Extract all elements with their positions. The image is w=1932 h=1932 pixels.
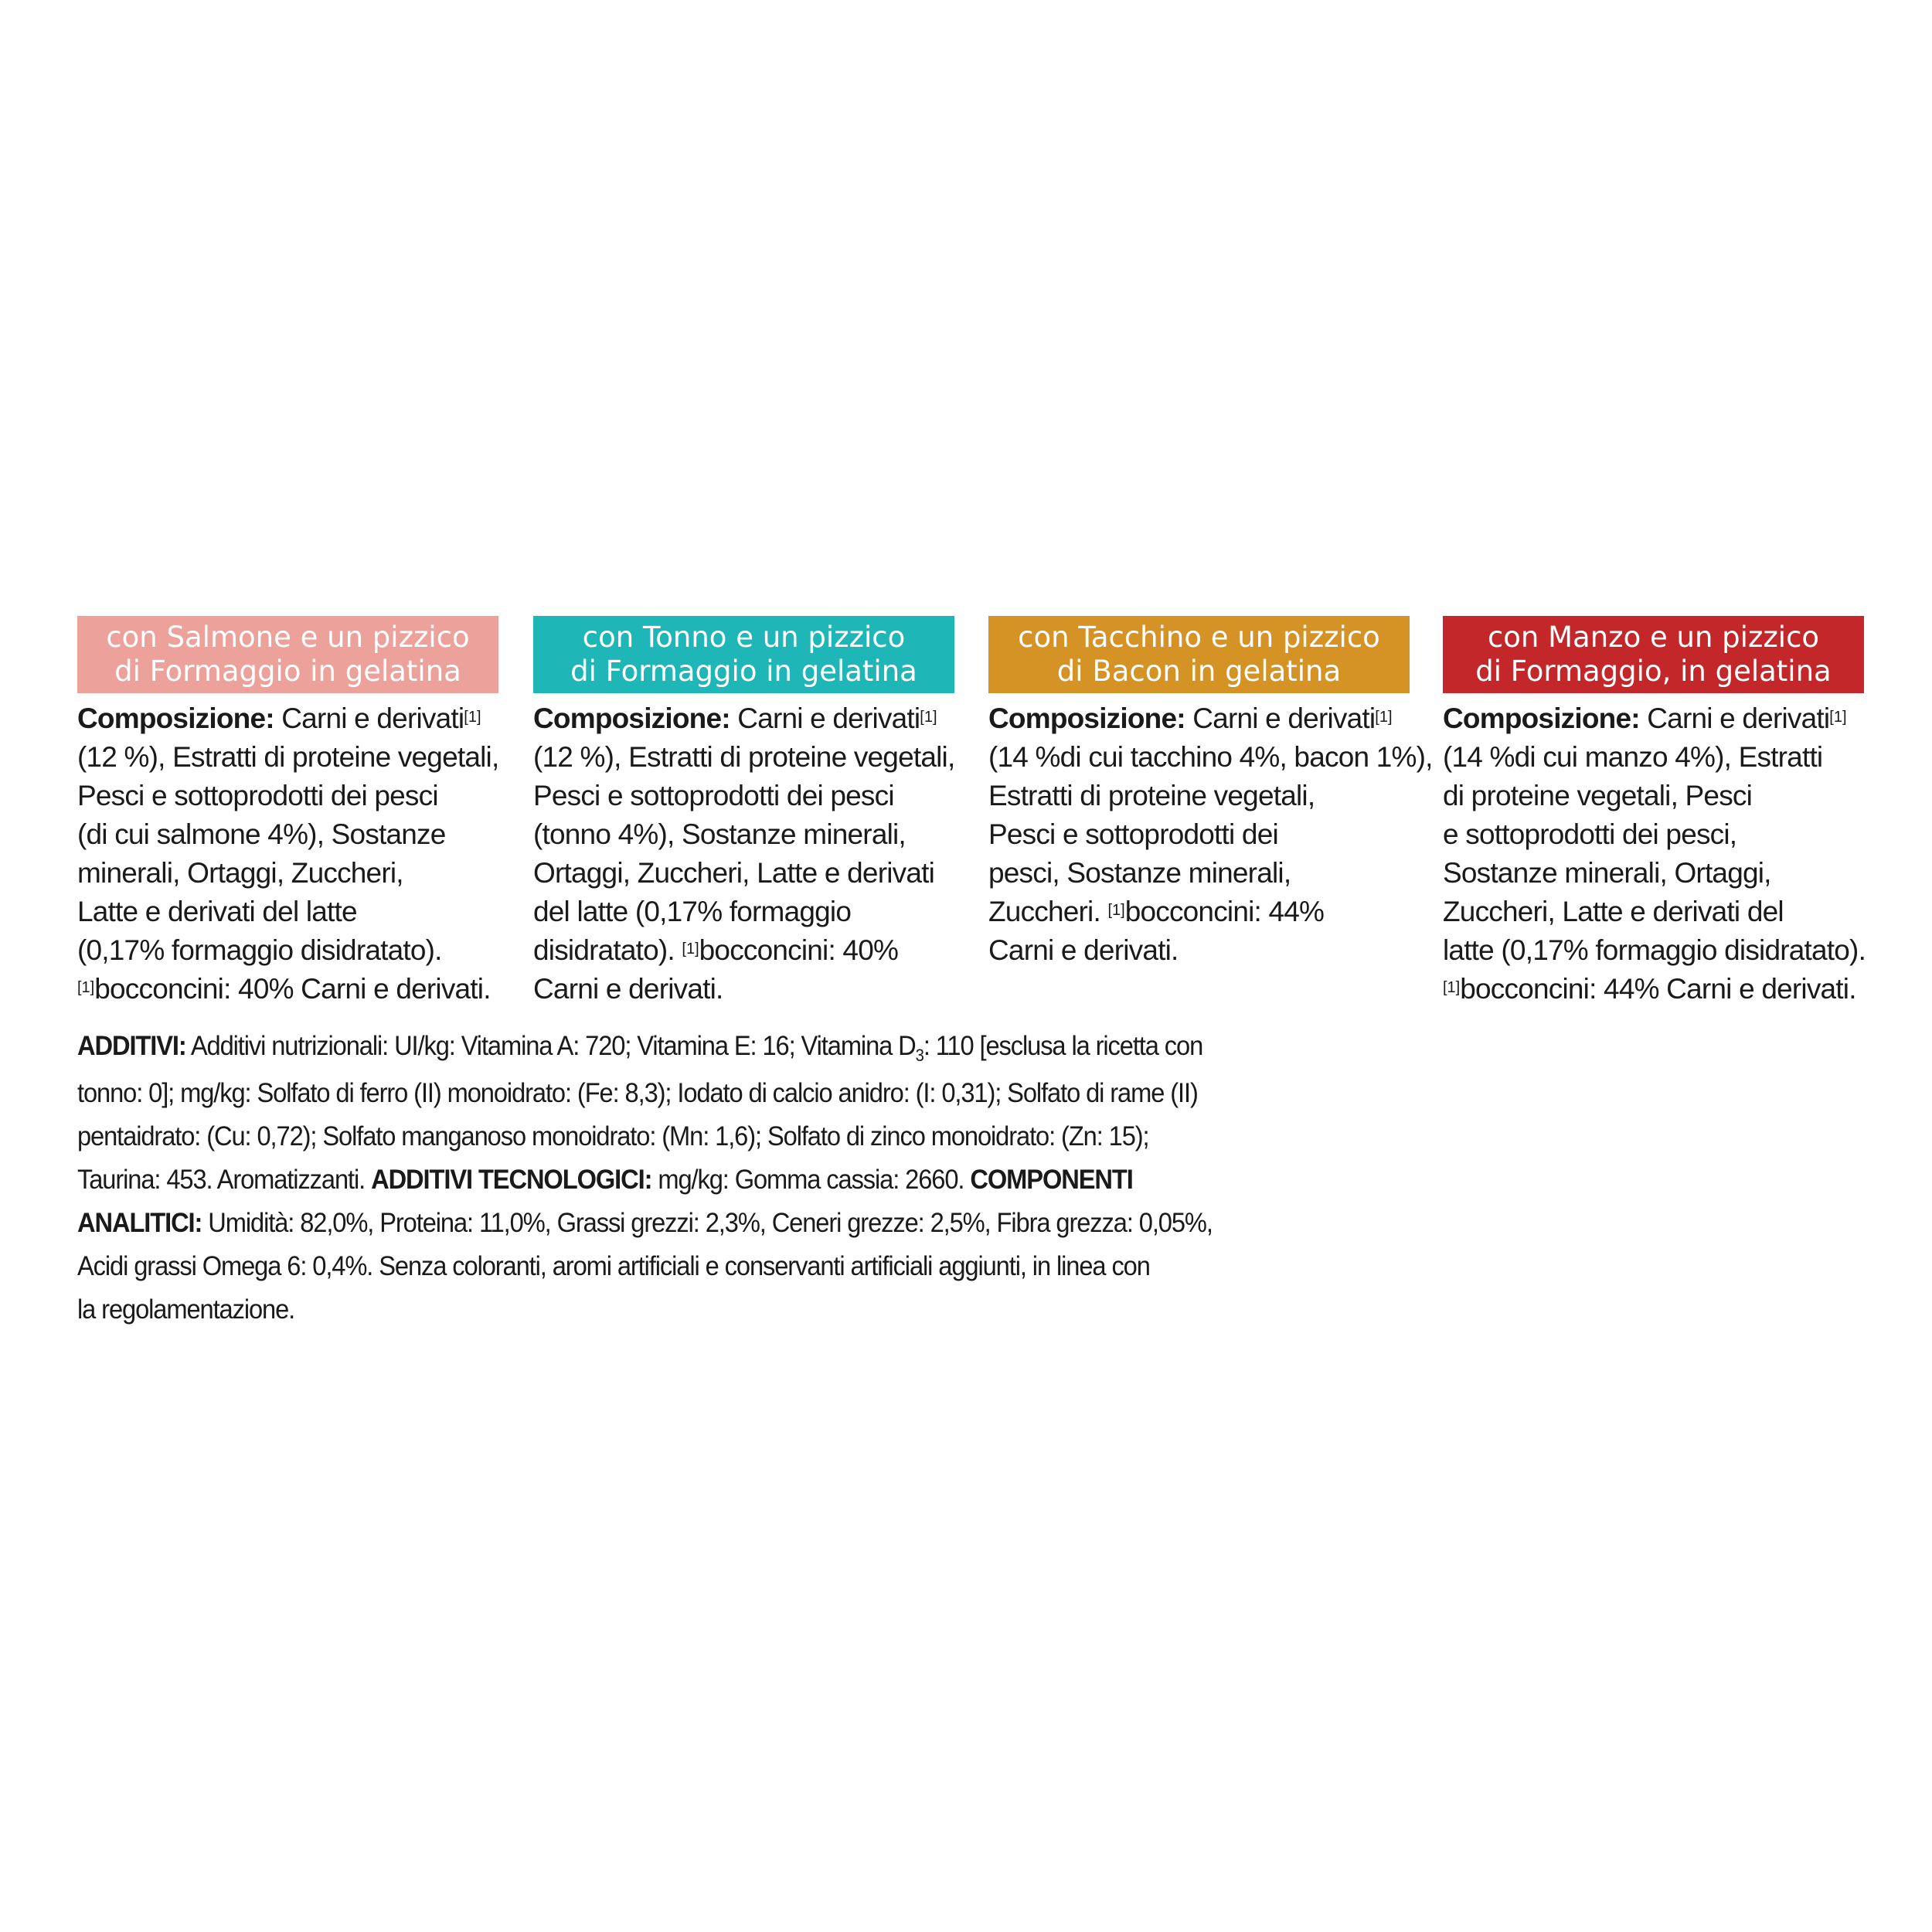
variant-title-line: di Formaggio, in gelatina (1475, 655, 1832, 688)
additives-text: Acidi grassi Omega 6: 0,4%. Senza coloranti, aromi artificiali e conservanti artificiali aggiunti, in linea con (77, 1250, 1150, 1281)
variant-title-line: di Bacon in gelatina (1056, 655, 1342, 688)
additives-text: : 110 [esclusa la ricetta con (923, 1030, 1203, 1061)
composition-line: Pesci e sottoprodotti dei pesci (77, 780, 438, 811)
composition-line: (12 %), Estratti di proteine vegetali, (77, 741, 499, 773)
footnote-ref: [1] (1443, 979, 1461, 996)
composition-line: Pesci e sottoprodotti dei (988, 818, 1278, 850)
composition-label: Composizione: (533, 702, 730, 734)
composition-line: Latte e derivati del latte (77, 896, 357, 927)
composition-line: (di cui salmone 4%), Sostanze (77, 818, 446, 850)
composition-line: (0,17% formaggio disidratato). (77, 934, 442, 966)
composition-line: Estratti di proteine vegetali, (988, 780, 1315, 811)
additives-text: Taurina: 453. Aromatizzanti. (77, 1164, 372, 1195)
composition-line: (12 %), Estratti di proteine vegetali, (533, 741, 955, 773)
footnote-ref: [1] (682, 940, 699, 957)
footnote-ref: [1] (920, 709, 937, 726)
additives-text: tonno: 0]; mg/kg: Solfato di ferro (II) monoidrato: (Fe: 8,3); Iodato di calcio anidro: (I: 0,31); Solfato di rame (II) (77, 1077, 1198, 1108)
composition-line: Ortaggi, Zuccheri, Latte e derivati (533, 857, 935, 889)
analytic-components-label: COMPONENTI (970, 1164, 1133, 1195)
composition-line: latte (0,17% formaggio disidratato). (1443, 934, 1866, 966)
composition-label: Composizione: (1443, 702, 1640, 734)
footnote-text: Carni e derivati. (533, 973, 723, 1005)
composition-first: Carni e derivati (737, 702, 920, 734)
footnote-text: bocconcini: 40% (699, 934, 899, 966)
composition-line: (14 %di cui tacchino 4%, bacon 1%), (988, 741, 1433, 773)
additives-text: mg/kg: Gomma cassia: 2660. (651, 1164, 971, 1195)
variant-title-banner (988, 616, 1410, 693)
variant-title-line: di Formaggio in gelatina (570, 655, 917, 688)
variant-salmone (77, 616, 498, 1009)
additives-label: ADDITIVI: (77, 1030, 186, 1061)
composition-line: minerali, Ortaggi, Zuccheri, (77, 857, 403, 889)
composition-first: Carni e derivati (1647, 702, 1830, 734)
additives-text: la regolamentazione. (77, 1294, 295, 1325)
composition-text (1443, 699, 1864, 1009)
additives-text: Additivi nutrizionali: UI/kg: Vitamina A: 720; Vitamina E: 16; Vitamina D (185, 1030, 916, 1061)
composition-line: Pesci e sottoprodotti dei pesci (533, 780, 894, 811)
footnote-ref: [1] (1107, 902, 1125, 919)
composition-line: disidratato). (533, 934, 682, 966)
footnote-ref: [1] (77, 979, 95, 996)
composition-line: Sostanze minerali, Ortaggi, (1443, 857, 1771, 889)
footnote-text: bocconcini: 44% Carni e derivati. (1460, 973, 1856, 1005)
additives-text: pentaidrato: (Cu: 0,72); Solfato manganoso monoidrato: (Mn: 1,6); Solfato di zinco monoidrato: (Zn: 15); (77, 1121, 1149, 1151)
composition-line: e sottoprodotti dei pesci, (1443, 818, 1737, 850)
composition-line: del latte (0,17% formaggio (533, 896, 852, 927)
footnote-text: bocconcini: 40% Carni e derivati. (94, 973, 491, 1005)
composition-first: Carni e derivati (281, 702, 464, 734)
composition-line: (tonno 4%), Sostanze minerali, (533, 818, 906, 850)
composition-line: Zuccheri. (988, 896, 1108, 927)
footnote-text: Carni e derivati. (988, 934, 1179, 966)
variant-title-line: di Formaggio in gelatina (114, 655, 461, 688)
additives-text: Umidità: 82,0%, Proteina: 11,0%, Grassi grezzi: 2,3%, Ceneri grezze: 2,5%, Fibra grezza: 0,05%, (202, 1207, 1213, 1238)
variant-title-line: con Tacchino e un pizzico (1018, 621, 1380, 654)
composition-text (533, 699, 954, 1009)
variant-title-banner (1443, 616, 1864, 693)
composition-line: (14 %di cui manzo 4%), Estratti (1443, 741, 1823, 773)
composition-label: Composizione: (988, 702, 1185, 734)
variant-title-line: con Manzo e un pizzico (1487, 621, 1820, 654)
variant-title-line: con Tonno e un pizzico (582, 621, 906, 654)
additives-block (77, 1024, 1215, 1331)
composition-first: Carni e derivati (1192, 702, 1376, 734)
vitamin-d-subscript: 3 (915, 1046, 923, 1065)
variant-tacchino (988, 616, 1433, 970)
footnote-ref: [1] (464, 709, 481, 726)
composition-line: Zuccheri, Latte e derivati del (1443, 896, 1784, 927)
composition-label: Composizione: (77, 702, 274, 734)
variant-manzo (1443, 616, 1864, 1009)
variant-title-line: con Salmone e un pizzico (106, 621, 470, 654)
variant-title-banner (533, 616, 954, 693)
footnote-ref: [1] (1375, 709, 1393, 726)
tech-additives-label: ADDITIVI TECNOLOGICI: (371, 1164, 652, 1195)
analytic-components-label: ANALITICI: (77, 1207, 202, 1238)
composition-line: pesci, Sostanze minerali, (988, 857, 1291, 889)
composition-text (988, 699, 1433, 970)
composition-text (77, 699, 498, 1009)
composition-line: di proteine vegetali, Pesci (1443, 780, 1753, 811)
footnote-ref: [1] (1829, 709, 1847, 726)
footnote-text: bocconcini: 44% (1124, 896, 1325, 927)
variant-tonno (533, 616, 954, 1009)
variant-title-banner (77, 616, 498, 693)
